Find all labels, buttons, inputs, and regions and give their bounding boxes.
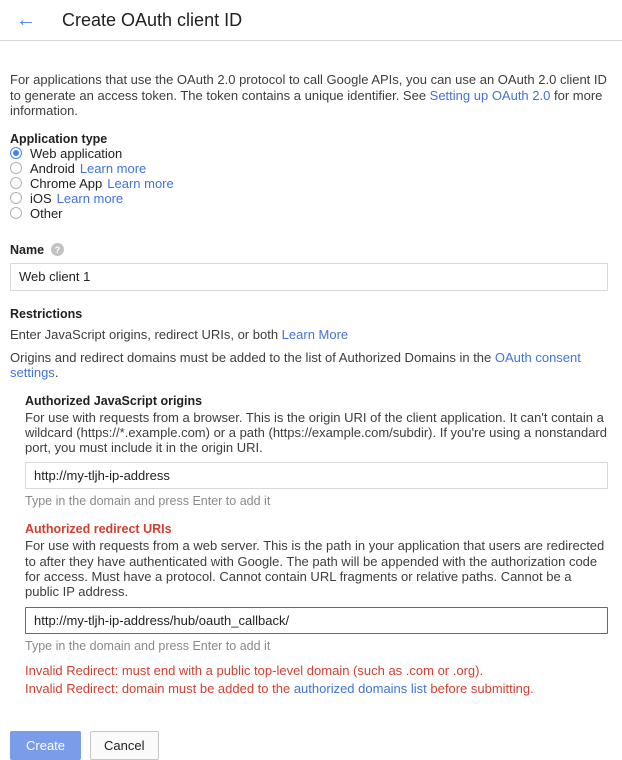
restrictions-line1	[10, 327, 608, 342]
name-label: Name	[10, 242, 45, 257]
name-label-row	[10, 243, 608, 257]
validation-errors	[25, 662, 608, 698]
restrictions-line2	[10, 350, 608, 380]
chrome-app-learn-more-link[interactable]: Learn more	[107, 175, 174, 191]
ios-learn-more-link[interactable]: Learn more	[56, 190, 124, 206]
redirect-uris-section	[25, 522, 608, 652]
error-text: Invalid Redirect: domain must be added to the	[25, 680, 294, 696]
error-message-tld	[25, 662, 608, 680]
restrictions-heading: Restrictions	[10, 306, 83, 321]
js-origins-input[interactable]	[25, 462, 608, 489]
restrictions-line2-after: .	[54, 364, 59, 380]
radio-label: Other	[30, 205, 63, 221]
js-origins-heading: Authorized JavaScript origins	[25, 393, 203, 408]
back-arrow-icon[interactable]: ←	[16, 9, 36, 31]
radio-label: Android	[30, 160, 75, 176]
page-title: Create OAuth client ID	[62, 9, 243, 30]
radio-option-ios[interactable]	[10, 191, 608, 206]
radio-label: iOS	[30, 190, 52, 206]
js-origins-description: For use with requests from a browser. This is the origin URI of the client application. It can't contain a wildcard (https://*.example.com) or a path (https://example.com/subdir). If you're using a nonstandard port, you must include it in the origin URI.	[25, 409, 607, 456]
radio-option-other[interactable]	[10, 206, 608, 221]
intro-paragraph	[10, 72, 608, 119]
page-header	[0, 0, 622, 41]
redirect-uris-description: For use with requests from a web server. This is the path in your application that users are redirected to after they have authenticated with Google. The path will be appended with the authorization code for access. Must have a protocol. Cannot contain URL fragments or relative paths. Cannot be a public IP address.	[25, 538, 605, 600]
radio-option-web-application[interactable]	[10, 146, 608, 161]
android-learn-more-link[interactable]: Learn more	[79, 160, 147, 176]
radio-option-android[interactable]	[10, 161, 608, 176]
error-message-domain	[25, 680, 608, 698]
intro-text: For applications that use the OAuth 2.0 protocol to call Google APIs, you can use an OAuth 2.0 client ID to generate an access token. The token contains a unique identifier. See	[10, 72, 607, 103]
radio-button-icon[interactable]	[10, 162, 22, 174]
radio-button-icon[interactable]	[10, 192, 22, 204]
restrictions-line1-text: Enter JavaScript origins, redirect URIs, or both	[10, 326, 282, 342]
redirect-uris-hint: Type in the domain and press Enter to add it	[25, 638, 271, 653]
setting-up-oauth-link[interactable]: Setting up OAuth 2.0	[429, 87, 551, 103]
cancel-button[interactable]: Cancel	[90, 731, 158, 760]
intro-text-after: for more information.	[10, 87, 603, 118]
create-button[interactable]: Create	[10, 731, 81, 760]
radio-option-chrome-app[interactable]	[10, 176, 608, 191]
js-origins-section	[25, 394, 608, 509]
restrictions-line2-text: Origins and redirect domains must be added to the list of Authorized Domains in the	[10, 349, 495, 365]
js-origins-hint: Type in the domain and press Enter to add it	[25, 494, 271, 509]
error-text: Invalid Redirect: must end with a public top-level domain (such as .com or .org).	[25, 662, 484, 678]
redirect-uris-heading: Authorized redirect URIs	[25, 522, 172, 537]
form-content	[0, 72, 622, 698]
radio-button-icon[interactable]	[10, 147, 22, 159]
radio-label: Web application	[30, 145, 123, 161]
radio-label: Chrome App	[30, 175, 103, 191]
authorized-domains-list-link[interactable]: authorized domains list	[293, 680, 427, 696]
form-actions	[0, 731, 622, 760]
application-type-label: Application type	[10, 131, 108, 146]
radio-button-icon[interactable]	[10, 177, 22, 189]
radio-button-icon[interactable]	[10, 207, 22, 219]
learn-more-link[interactable]: Learn More	[281, 326, 349, 342]
redirect-uris-input[interactable]	[25, 607, 608, 634]
help-icon[interactable]: ?	[51, 243, 64, 256]
error-text-after: before submitting.	[426, 680, 534, 696]
oauth-consent-settings-link[interactable]: OAuth consent settings	[10, 349, 581, 380]
name-input[interactable]	[10, 263, 608, 291]
